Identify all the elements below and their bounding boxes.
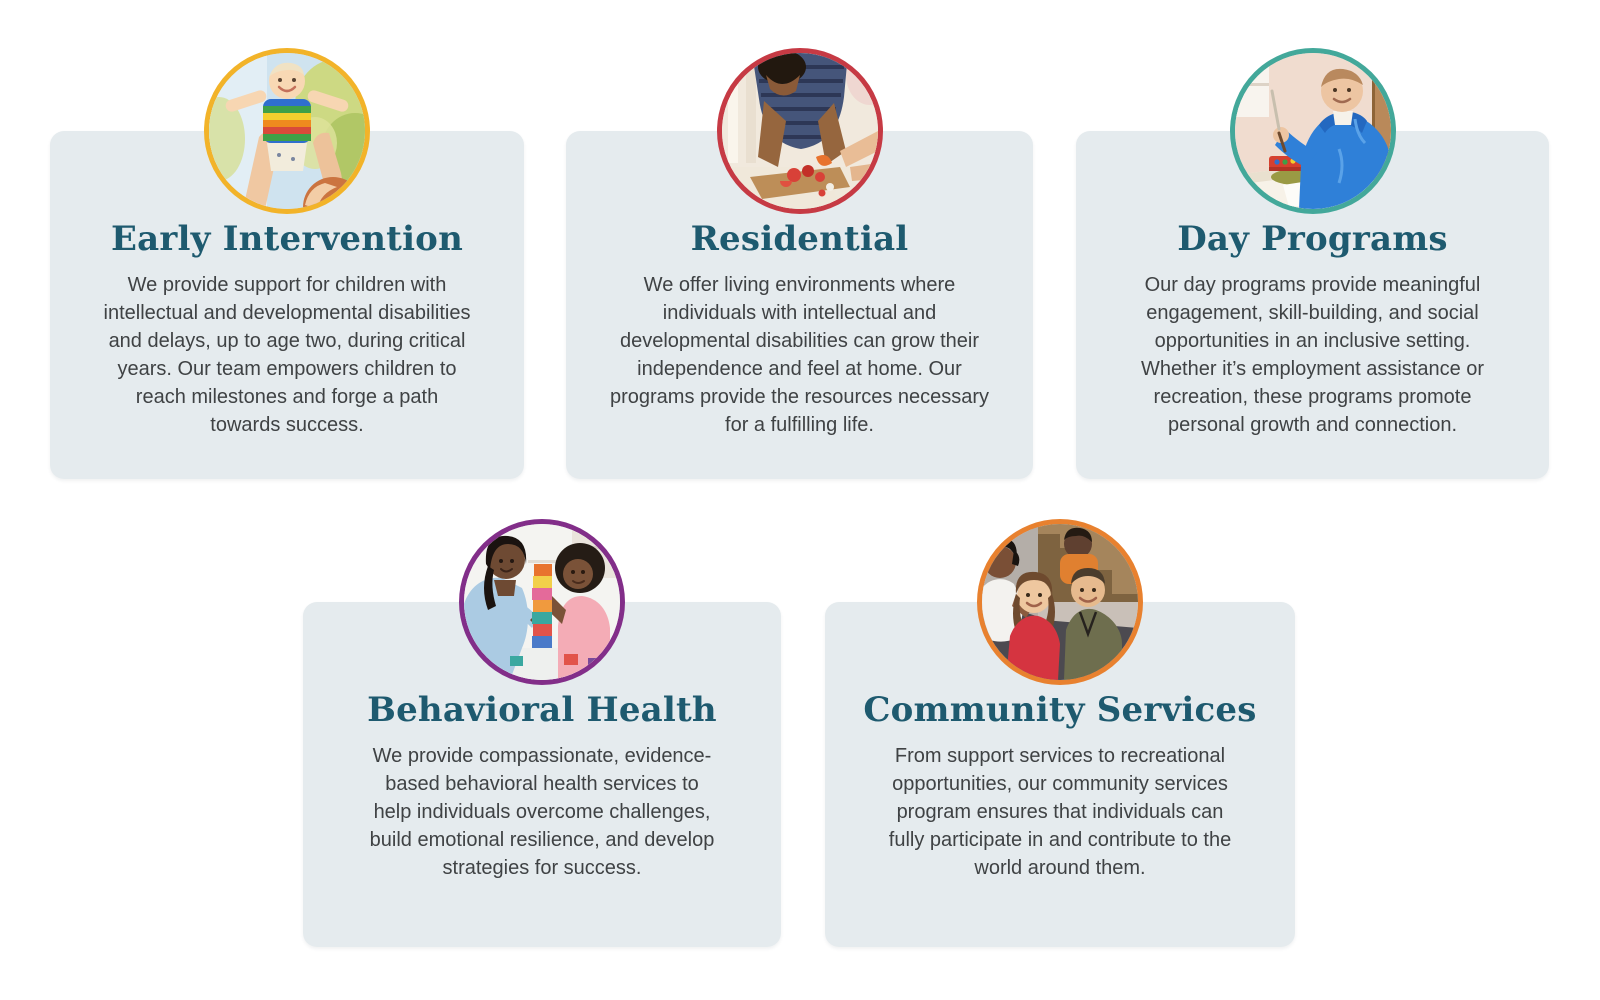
card-description: Our day programs provide meaningful engagement, skill-building, and social opportunities in an inclusive setting. Whether it’s employment assistance or recreation, these programs promote personal growth and connection.: [1140, 274, 1485, 436]
card-title: Early Intervention: [111, 219, 463, 259]
service-card-residential[interactable]: [566, 131, 1033, 479]
service-card-behavioral-health[interactable]: [303, 602, 781, 947]
residential-photo: [717, 48, 883, 214]
card-title: Day Programs: [1177, 219, 1448, 259]
card-description: We provide compassionate, evidence-based behavioral health services to help individuals overcome challenges, build emotional resilience, and develop strategies for success.: [369, 745, 715, 879]
service-card-community-services[interactable]: [825, 602, 1295, 947]
behavioral-health-photo: [459, 519, 625, 685]
early-intervention-photo: [204, 48, 370, 214]
day-programs-photo: [1230, 48, 1396, 214]
card-description: From support services to recreational opportunities, our community services program ensures that individuals can fully participate in and contribute to the world around them.: [888, 745, 1232, 879]
card-title: Behavioral Health: [367, 690, 717, 730]
card-description: We provide support for children with intellectual and developmental disabilities and delays, up to age two, during critical years. Our team empowers children to reach milestones and forge a path towards success.: [103, 274, 471, 436]
card-title: Community Services: [863, 690, 1257, 730]
service-card-day-programs[interactable]: [1076, 131, 1549, 479]
service-card-early-intervention[interactable]: [50, 131, 524, 479]
card-description: We offer living environments where individuals with intellectual and developmental disabilities can grow their independence and feel at home. Our programs provide the resources necessary for a fulfilling life.: [609, 274, 990, 436]
community-services-photo: [977, 519, 1143, 685]
card-title: Residential: [690, 219, 909, 259]
